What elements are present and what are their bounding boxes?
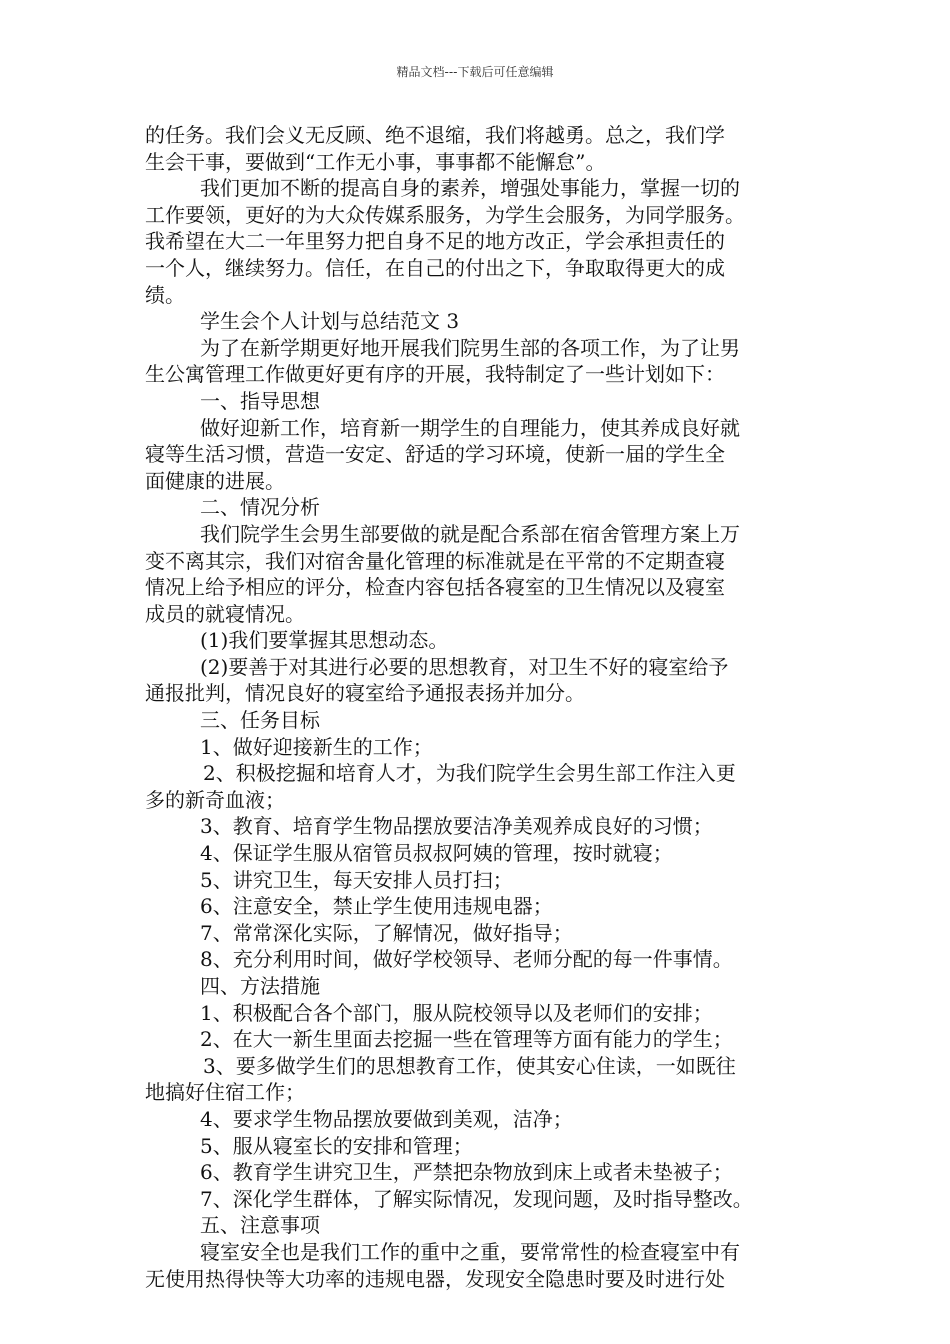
text-line: 五、注意事项 xyxy=(200,1213,320,1238)
text-line: 三、任务目标 xyxy=(200,708,320,733)
text-line: 寝室安全也是我们工作的重中之重，要常常性的检查寝室中有 xyxy=(200,1239,740,1264)
text-line: 二、情况分析 xyxy=(200,495,320,520)
text-line: 多的新奇血液； xyxy=(145,787,285,812)
text-line: (1)我们要掌握其思想动态。 xyxy=(200,628,449,653)
text-line: 工作要领，更好的为大众传媒系服务，为学生会服务，为同学服务。 xyxy=(145,202,745,227)
text-line: 寝等生活习惯，营造一安定、舒适的学习环境，使新一届的学生全 xyxy=(145,442,725,467)
text-line: 3、要多做学生们的思想教育工作，使其安心住读，一如既往 xyxy=(203,1053,736,1078)
text-line: 生会干事，要做到“工作无小事，事事都不能懈怠”。 xyxy=(145,149,606,174)
text-line: 4、要求学生物品摆放要做到美观，洁净； xyxy=(200,1106,573,1131)
text-line: 生公寓管理工作做更好更有序的开展，我特制定了一些计划如下： xyxy=(145,362,725,387)
text-line: 7、深化学生群体，了解实际情况，发现问题，及时指导整改。 xyxy=(200,1186,753,1211)
text-line: 一个人，继续努力。信任，在自己的付出之下，争取取得更大的成 xyxy=(145,255,725,280)
text-line: 四、方法措施 xyxy=(200,974,320,998)
text-line: (2)要善于对其进行必要的思想教育，对卫生不好的寝室给予 xyxy=(200,654,729,679)
text-line: 2、积极挖掘和培育人才，为我们院学生会男生部工作注入更 xyxy=(203,761,736,786)
text-line: 我们更加不断的提高自身的素养，增强处事能力，掌握一切的 xyxy=(200,176,740,201)
text-line: 4、保证学生服从宿管员叔叔阿姨的管理，按时就寝； xyxy=(200,841,673,866)
text-line: 2、在大一新生里面去挖掘一些在管理等方面有能力的学生； xyxy=(200,1027,733,1052)
text-line: 的任务。我们会义无反顾、绝不退缩，我们将越勇。总之，我们学 xyxy=(145,123,725,147)
text-line: 变不离其宗，我们对宿舍量化管理的标准就是在平常的不定期查寝 xyxy=(145,548,725,573)
text-line: 面健康的进展。 xyxy=(145,468,285,493)
text-line: 绩。 xyxy=(145,282,185,307)
text-line: 3、教育、培育学生物品摆放要洁净美观养成良好的习惯； xyxy=(200,814,713,839)
text-line: 8、充分利用时间，做好学校领导、老师分配的每一件事情。 xyxy=(200,947,733,972)
document-body xyxy=(145,122,810,1292)
text-line: 我希望在大二一年里努力把自身不足的地方改正，学会承担责任的 xyxy=(145,229,725,254)
text-line: 做好迎新工作，培育新一期学生的自理能力，使其养成良好就 xyxy=(200,415,740,440)
text-line: 地搞好住宿工作； xyxy=(145,1080,305,1105)
text-line: 5、服从寝室长的安排和管理； xyxy=(200,1133,473,1158)
text-line: 情况上给予相应的评分，检查内容包括各寝室的卫生情况以及寝室 xyxy=(145,575,725,600)
text-line: 无使用热得快等大功率的违规电器，发现安全隐患时要及时进行处 xyxy=(145,1266,725,1291)
text-line: 为了在新学期更好地开展我们院男生部的各项工作，为了让男 xyxy=(200,335,740,360)
text-line: 我们院学生会男生部要做的就是配合系部在宿舍管理方案上万 xyxy=(200,521,740,546)
text-line: 5、讲究卫生，每天安排人员打扫； xyxy=(200,867,513,892)
text-line: 6、教育学生讲究卫生，严禁把杂物放到床上或者未垫被子； xyxy=(200,1160,733,1185)
text-line: 1、积极配合各个部门，服从院校领导以及老师们的安排； xyxy=(200,1000,713,1025)
text-line: 通报批判，情况良好的寝室给予通报表扬并加分。 xyxy=(145,681,585,706)
text-line: 6、注意安全，禁止学生使用违规电器； xyxy=(200,894,553,919)
text-line: 7、常常深化实际，了解情况，做好指导； xyxy=(200,920,573,945)
page-header: 精品文档---下载后可任意编辑 xyxy=(396,65,554,79)
text-line: 一、指导思想 xyxy=(200,388,320,413)
text-line: 学生会个人计划与总结范文 3 xyxy=(200,309,460,334)
text-line: 成员的就寝情况。 xyxy=(145,601,305,626)
text-line: 1、做好迎接新生的工作； xyxy=(200,734,433,759)
